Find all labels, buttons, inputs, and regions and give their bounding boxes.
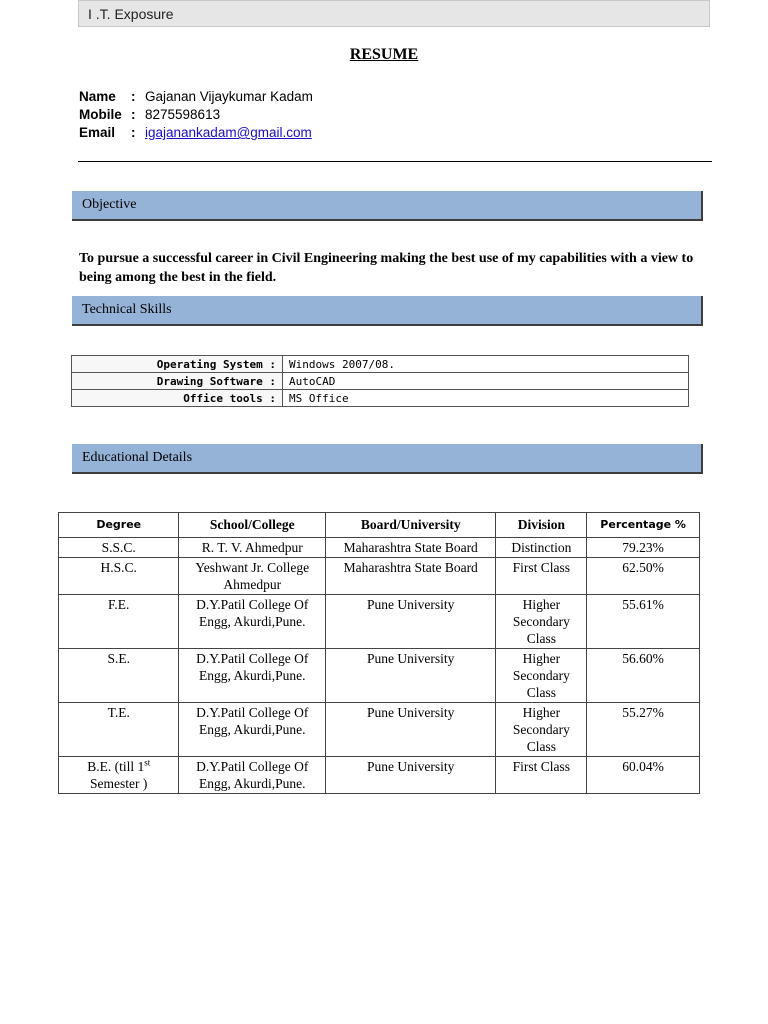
degree-superscript: st (144, 757, 151, 768)
colon: : (131, 125, 136, 140)
board-cell: Pune University (325, 595, 495, 649)
it-exposure-banner: I .T. Exposure (78, 0, 710, 27)
percentage-cell: 55.27% (587, 703, 700, 757)
degree-cell: T.E. (59, 703, 179, 757)
degree-cell: S.E. (59, 649, 179, 703)
division-cell: First Class (496, 558, 587, 595)
contact-mobile-row (79, 106, 313, 124)
degree-prefix: B.E. (till 1 (87, 759, 145, 774)
column-header-school: School/College (179, 513, 326, 538)
skill-row (72, 373, 689, 390)
skill-row (72, 356, 689, 373)
table-row (59, 595, 700, 649)
division-cell: Higher Secondary Class (496, 595, 587, 649)
technical-skills-heading: Technical Skills (72, 296, 703, 326)
resume-title: RESUME (349, 46, 419, 63)
division-cell: Higher Secondary Class (496, 703, 587, 757)
objective-text: To pursue a successful career in Civil Engineering making the best use of my capabilities with a view to being among the best in the field. (79, 251, 694, 285)
division-cell: Higher Secondary Class (496, 649, 587, 703)
school-cell: D.Y.Patil College Of Engg, Akurdi,Pune. (179, 757, 326, 794)
percentage-cell: 55.61% (587, 595, 700, 649)
mobile-value: 8275598613 (145, 107, 221, 122)
divider (78, 161, 712, 162)
name-label: Name (79, 89, 116, 104)
school-cell: R. T. V. Ahmedpur (179, 538, 326, 558)
contact-name-row (79, 88, 313, 106)
mobile-label: Mobile (79, 107, 122, 122)
skill-value: MS Office (283, 390, 689, 407)
board-cell: Pune University (325, 757, 495, 794)
column-header-board: Board/University (325, 513, 495, 538)
degree-cell: H.S.C. (59, 558, 179, 595)
degree-cell: S.S.C. (59, 538, 179, 558)
table-header-row (59, 513, 700, 538)
board-cell: Maharashtra State Board (325, 558, 495, 595)
table-row (59, 703, 700, 757)
board-cell: Pune University (325, 703, 495, 757)
percentage-cell: 60.04% (587, 757, 700, 794)
objective-heading: Objective (72, 191, 703, 221)
educational-details-heading: Educational Details (72, 444, 703, 474)
school-cell: D.Y.Patil College Of Engg, Akurdi,Pune. (179, 703, 326, 757)
table-row (59, 538, 700, 558)
board-cell: Maharashtra State Board (325, 538, 495, 558)
skill-label: Drawing Software : (72, 373, 283, 390)
email-link[interactable]: igajanankadam@gmail.com (145, 125, 312, 140)
contact-email-row (79, 124, 313, 142)
skill-value: AutoCAD (283, 373, 689, 390)
skill-label: Operating System : (72, 356, 283, 373)
skill-label: Office tools : (72, 390, 283, 407)
percentage-cell: 56.60% (587, 649, 700, 703)
degree-cell: F.E. (59, 595, 179, 649)
school-cell: Yeshwant Jr. College Ahmedpur (179, 558, 326, 595)
education-table (58, 512, 700, 794)
name-value: Gajanan Vijaykumar Kadam (145, 89, 313, 104)
degree-cell (59, 757, 179, 794)
table-row (59, 649, 700, 703)
column-header-division: Division (496, 513, 587, 538)
colon: : (131, 89, 136, 104)
degree-suffix: Semester ) (90, 776, 148, 791)
percentage-cell: 79.23% (587, 538, 700, 558)
column-header-percentage: Percentage % (587, 513, 700, 538)
colon: : (131, 107, 136, 122)
column-header-degree: Degree (59, 513, 179, 538)
percentage-cell: 62.50% (587, 558, 700, 595)
skill-value: Windows 2007/08. (283, 356, 689, 373)
table-row (59, 757, 700, 794)
skill-row (72, 390, 689, 407)
school-cell: D.Y.Patil College Of Engg, Akurdi,Pune. (179, 595, 326, 649)
division-cell: Distinction (496, 538, 587, 558)
table-row (59, 558, 700, 595)
contact-block (79, 88, 313, 142)
board-cell: Pune University (325, 649, 495, 703)
email-label: Email (79, 125, 116, 140)
division-cell: First Class (496, 757, 587, 794)
school-cell: D.Y.Patil College Of Engg, Akurdi,Pune. (179, 649, 326, 703)
skills-table (71, 355, 689, 407)
